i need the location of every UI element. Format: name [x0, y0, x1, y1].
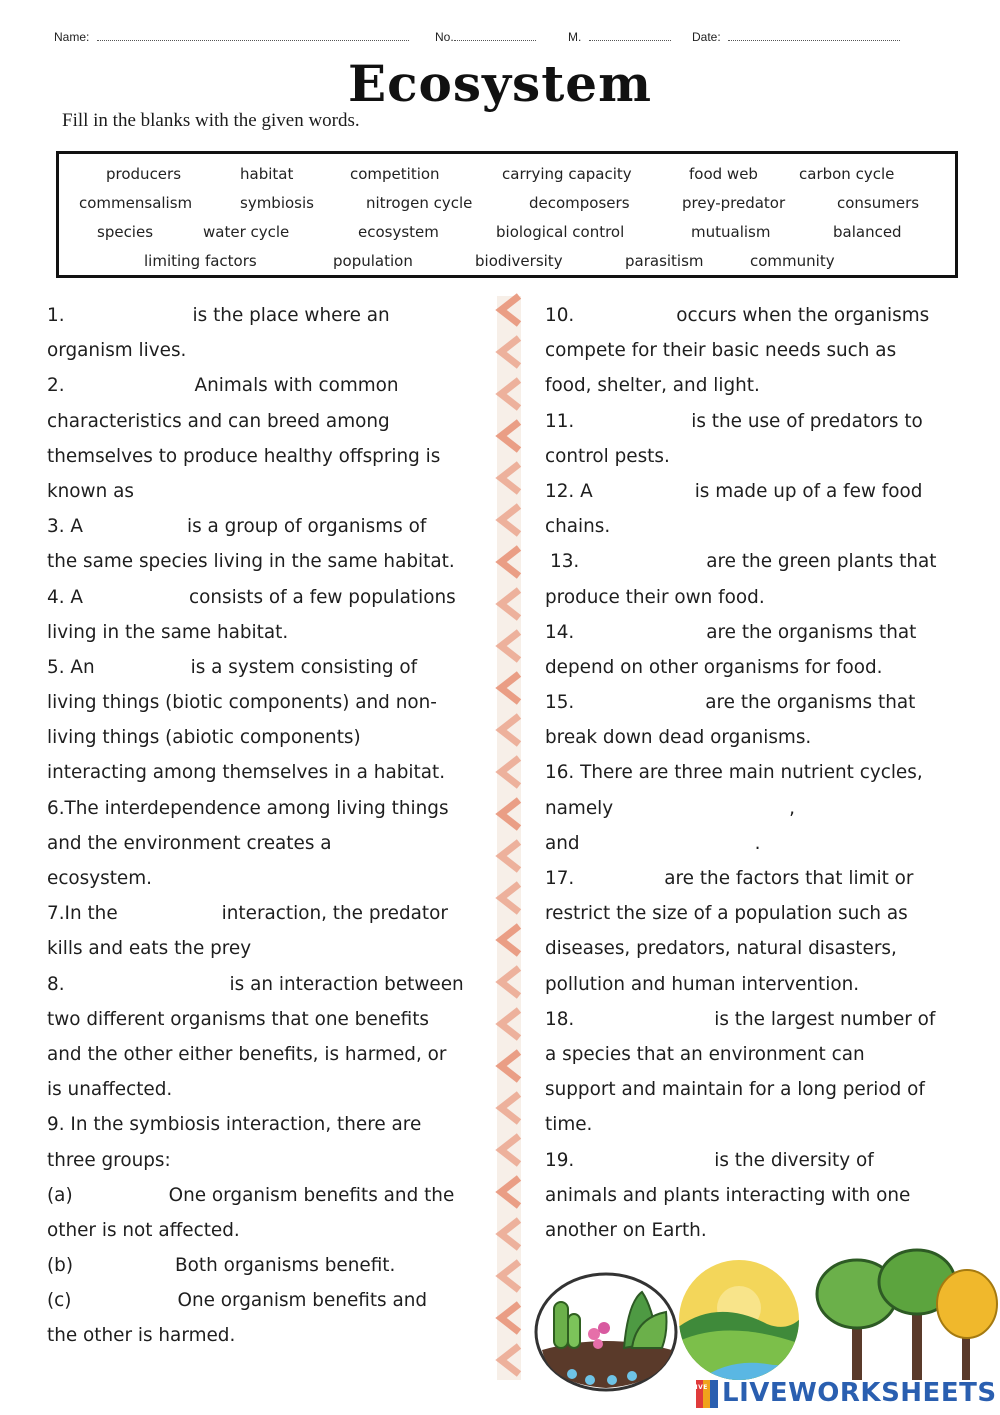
question-line: 6.The interdependence among living things [47, 797, 449, 819]
question-line [47, 1283, 487, 1318]
question-number: (c) [47, 1290, 72, 1312]
question-line [545, 1143, 965, 1178]
name-input-line[interactable] [97, 28, 409, 41]
question-line: pollution and human intervention. [545, 973, 860, 995]
word-bank-item: species [97, 223, 154, 241]
question-line: break down dead organisms. [545, 727, 812, 749]
m-label: M. [568, 30, 582, 44]
trees-illustration [812, 1244, 1000, 1384]
question-number: 13. [550, 551, 580, 573]
question-number: 8. [47, 973, 65, 995]
question-line [545, 615, 965, 650]
question-line: two different organisms that one benefits [47, 1008, 430, 1030]
question-line [545, 861, 965, 896]
word-bank-item: food web [689, 165, 758, 183]
question-line: and the other either benefits, is harmed, or [47, 1043, 447, 1065]
word-bank-item: mutualism [691, 223, 771, 241]
column-divider [497, 296, 521, 1380]
question-line: animals and plants interacting with one [545, 1184, 911, 1206]
question-number: 15. [545, 692, 575, 714]
chevron-mark [501, 464, 519, 492]
chevron-mark [501, 842, 519, 870]
question-line: characteristics and can breed among [47, 410, 390, 432]
question-text: and [545, 832, 580, 854]
chevron-mark [501, 1094, 519, 1122]
question-line [545, 474, 965, 509]
chevron-mark [501, 1178, 519, 1206]
question-line: themselves to produce healthy offspring is [47, 445, 441, 467]
punctuation: , [789, 797, 796, 819]
question-line: is unaffected. [47, 1079, 173, 1101]
word-bank-item: limiting factors [144, 252, 257, 270]
question-line: living in the same habitat. [47, 621, 289, 643]
question-line: three groups: [47, 1149, 171, 1171]
logo-icon [691, 1380, 718, 1408]
chevron-mark [501, 1136, 519, 1164]
chevron-mark [501, 1052, 519, 1080]
word-bank-item: nitrogen cycle [366, 194, 473, 212]
question-text: is a group of organisms of [186, 516, 427, 538]
word-bank-item: carbon cycle [799, 165, 895, 183]
terrarium-illustration [532, 1262, 682, 1392]
word-bank-item: decomposers [529, 194, 630, 212]
no-input-line[interactable] [454, 28, 536, 41]
question-text: is the largest number of [714, 1008, 936, 1030]
question-text: are the factors that limit or [664, 868, 914, 889]
question-line: time. [545, 1114, 593, 1136]
question-line [47, 580, 487, 615]
question-line [47, 368, 487, 403]
chevron-mark [501, 632, 519, 660]
word-bank-item: habitat [240, 165, 294, 183]
question-number: 5. An [47, 656, 95, 678]
word-bank-item: symbiosis [240, 194, 314, 212]
question-number: 3. A [47, 516, 83, 538]
word-bank-item: commensalism [79, 194, 193, 212]
instruction-text: Fill in the blanks with the given words. [62, 110, 360, 131]
question-text: One organism benefits and [177, 1290, 428, 1312]
chevron-strip [497, 296, 521, 1380]
question-text: is the diversity of [714, 1149, 874, 1171]
question-text: occurs when the organisms [676, 305, 930, 326]
question-line [47, 1248, 487, 1283]
m-field [568, 28, 671, 44]
question-number: 2. [47, 375, 65, 397]
name-label: Name: [54, 30, 90, 44]
question-text: is a system consisting of [190, 656, 418, 678]
chevron-mark [501, 422, 519, 450]
word-bank-item: competition [350, 165, 440, 183]
question-line [545, 826, 965, 861]
question-number: (b) [47, 1255, 74, 1277]
chevron-mark [501, 1262, 519, 1290]
question-text: are the organisms that [706, 621, 917, 643]
question-number: 17. [545, 868, 575, 889]
question-line: control pests. [545, 445, 670, 467]
question-line: support and maintain for a long period of [545, 1079, 925, 1101]
question-text: namely [545, 797, 614, 819]
word-bank-item: biological control [496, 223, 625, 241]
student-info-row [54, 28, 914, 48]
questions-right-column [545, 298, 965, 1248]
question-line [545, 791, 965, 826]
question-line: produce their own food. [545, 586, 765, 608]
question-line [47, 509, 487, 544]
question-line [47, 1178, 487, 1213]
word-bank-row [59, 165, 955, 187]
question-line [545, 404, 965, 439]
word-bank [56, 151, 958, 278]
question-number: (a) [47, 1184, 73, 1206]
chevron-mark [501, 968, 519, 996]
question-line: interacting among themselves in a habitat. [47, 762, 446, 784]
question-line: organism lives. [47, 340, 187, 362]
chevron-mark [501, 884, 519, 912]
date-input-line[interactable] [728, 28, 900, 41]
date-field [692, 28, 900, 44]
question-text: known as [47, 480, 134, 502]
word-bank-row [59, 223, 955, 245]
word-bank-item: consumers [837, 194, 920, 212]
question-text: interaction, the predator [221, 903, 448, 925]
question-number: 19. [545, 1149, 575, 1171]
no-label: No. [435, 30, 454, 44]
chevron-mark [501, 1304, 519, 1332]
question-line [47, 650, 487, 685]
page-title: Ecosystem [347, 54, 653, 113]
chevron-mark [501, 716, 519, 744]
date-label: Date: [692, 30, 721, 44]
word-bank-item: prey-predator [682, 194, 786, 212]
question-line: a species that an environment can [545, 1043, 865, 1065]
word-bank-item: parasitism [625, 252, 704, 270]
chevron-mark [501, 800, 519, 828]
question-text: are the green plants that [706, 551, 937, 573]
question-line: depend on other organisms for food. [545, 656, 883, 678]
question-text: is the use of predators to [691, 410, 923, 432]
question-text: Animals with common [194, 375, 399, 397]
question-line [47, 967, 487, 1002]
chevron-mark [501, 1010, 519, 1038]
question-text: Both organisms benefit. [175, 1255, 396, 1277]
chevron-mark [501, 758, 519, 786]
question-text: is an interaction between [229, 973, 464, 995]
question-line: the same species living in the same habitat. [47, 551, 455, 573]
word-bank-item: producers [106, 165, 182, 183]
question-line [545, 1002, 965, 1037]
chevron-mark [501, 1220, 519, 1248]
question-line: food, shelter, and light. [545, 375, 760, 397]
question-line: 16. There are three main nutrient cycles, [545, 762, 923, 784]
question-number: 7.In the [47, 903, 118, 925]
question-line: another on Earth. [545, 1219, 707, 1241]
question-line [545, 685, 965, 720]
liveworksheets-logo [691, 1378, 997, 1410]
chevron-mark [501, 338, 519, 366]
chevron-mark [501, 590, 519, 618]
badge-text: LIVE [691, 1383, 708, 1391]
questions-left-column [47, 298, 487, 1354]
question-line: kills and eats the prey [47, 938, 252, 960]
no-field [435, 28, 536, 44]
question-number: 18. [545, 1008, 575, 1030]
chevron-mark [501, 926, 519, 954]
question-text: are the organisms that [705, 692, 916, 714]
question-line [47, 298, 487, 333]
question-number: 1. [47, 305, 65, 326]
question-line [47, 896, 487, 931]
chevron-mark [501, 674, 519, 702]
question-text: is made up of a few food [694, 480, 923, 502]
question-line: living things (biotic components) and non- [47, 692, 437, 714]
word-bank-item: water cycle [203, 223, 290, 241]
question-text: consists of a few populations [188, 586, 456, 608]
question-line: other is not affected. [47, 1219, 240, 1241]
punctuation: . [754, 832, 761, 854]
word-bank-item: balanced [833, 223, 902, 241]
name-field [54, 28, 409, 44]
question-line: ecosystem. [47, 868, 153, 889]
m-input-line[interactable] [589, 28, 671, 41]
question-line: living things (abiotic components) [47, 727, 361, 749]
question-line: compete for their basic needs such as [545, 340, 897, 362]
question-number: 12. A [545, 480, 593, 502]
question-line: diseases, predators, natural disasters, [545, 938, 897, 960]
chevron-mark [501, 548, 519, 576]
question-line [545, 298, 965, 333]
word-bank-item: community [750, 252, 835, 270]
live-badge [691, 1380, 718, 1408]
question-text: and the environment creates a [47, 832, 332, 854]
chevron-mark [501, 380, 519, 408]
question-text: One organism benefits and the [168, 1184, 455, 1206]
word-bank-item: ecosystem [358, 223, 439, 241]
word-bank-item: biodiversity [475, 252, 563, 270]
question-line: chains. [545, 516, 611, 538]
question-number: 14. [545, 621, 575, 643]
word-bank-item: population [333, 252, 413, 270]
question-number: 11. [545, 410, 575, 432]
question-number: 10. [545, 305, 575, 326]
landscape-illustration [677, 1258, 801, 1382]
question-line [47, 474, 487, 509]
word-bank-item: carrying capacity [502, 165, 632, 183]
question-text: is the place where an [192, 305, 390, 326]
brand-name: LIVEWORKSHEETS [722, 1378, 997, 1408]
question-number: 4. A [47, 586, 83, 608]
question-line [47, 826, 487, 861]
word-bank-row [59, 194, 955, 216]
word-bank-row [59, 252, 955, 274]
chevron-mark [501, 1346, 519, 1374]
chevron-mark [501, 506, 519, 534]
question-line [545, 544, 965, 579]
question-line: 9. In the symbiosis interaction, there are [47, 1114, 422, 1136]
question-line: the other is harmed. [47, 1325, 236, 1347]
question-line: restrict the size of a population such as [545, 903, 908, 925]
chevron-mark [501, 296, 519, 324]
